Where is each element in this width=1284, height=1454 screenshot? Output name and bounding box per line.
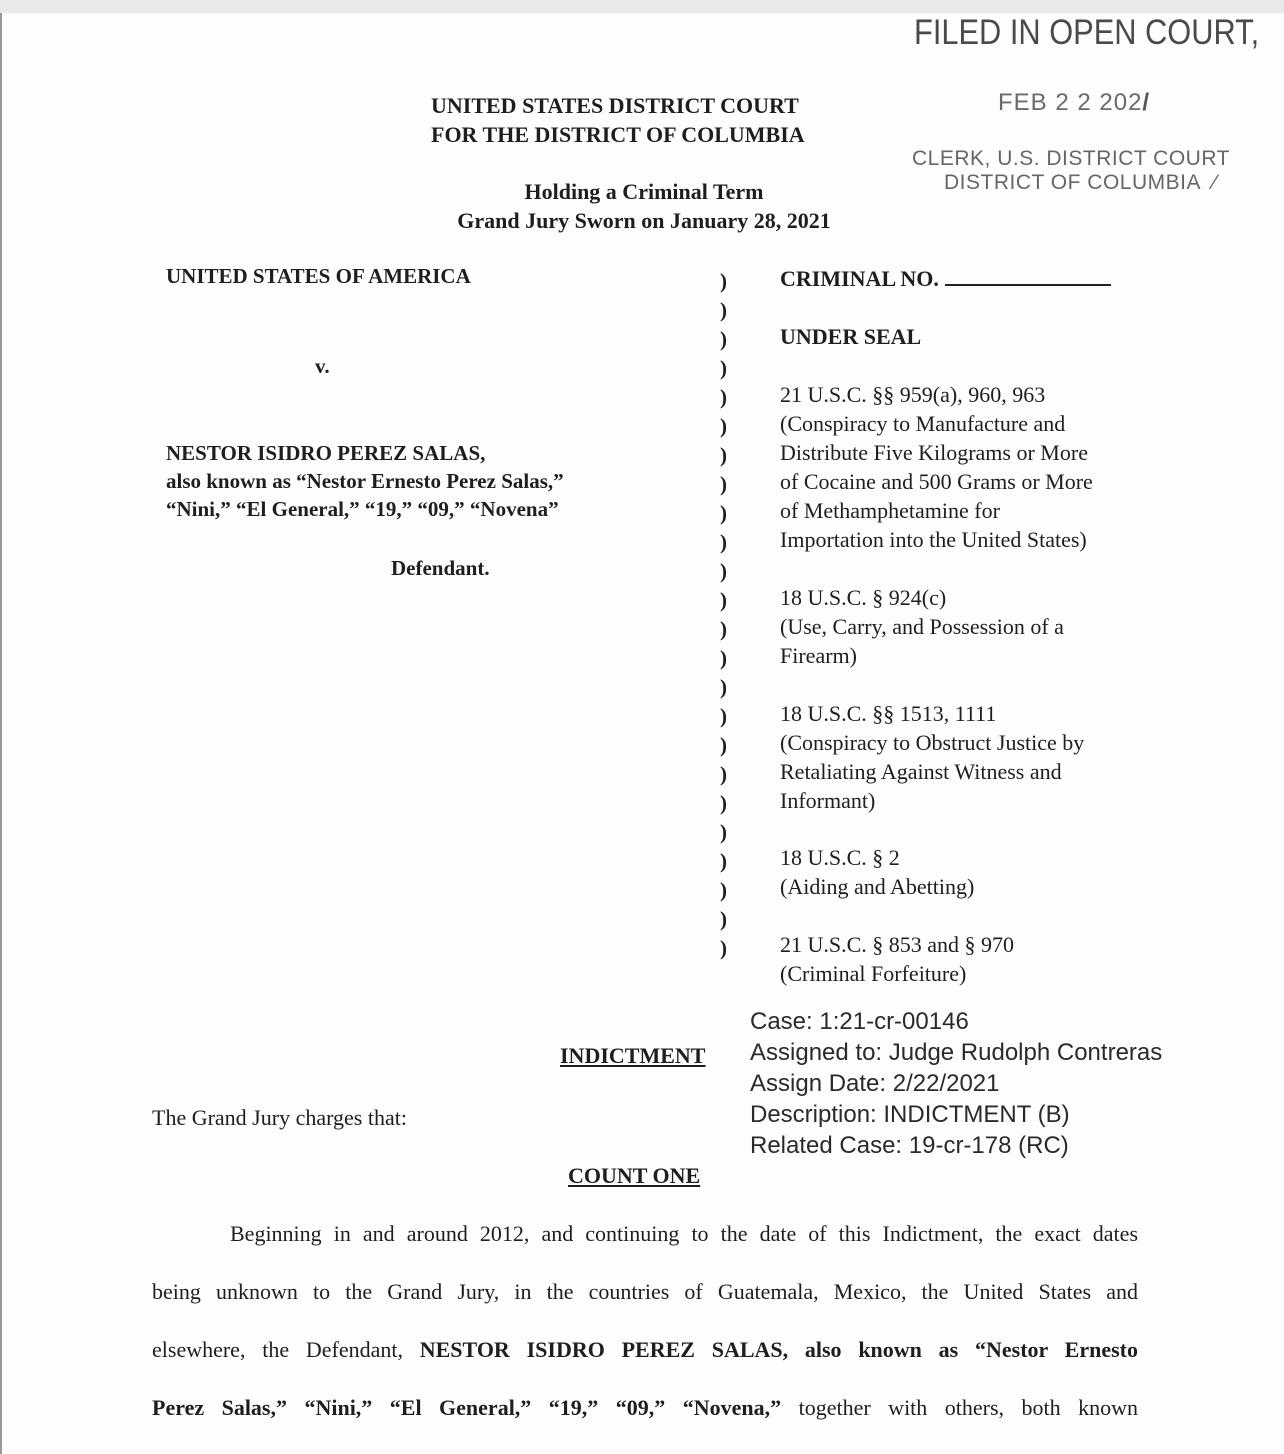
court-line-2: FOR THE DISTRICT OF COLUMBIA xyxy=(431,122,805,147)
statute-1-desc-5: Importation into the United States) xyxy=(780,527,1087,552)
grand-jury-charges: The Grand Jury charges that: xyxy=(152,1105,407,1130)
defendant-label: Defendant. xyxy=(391,556,490,580)
statute-3-desc-1: (Conspiracy to Obstruct Justice by xyxy=(780,730,1085,755)
clerk-line-1: CLERK, U.S. DISTRICT COURT xyxy=(912,147,1230,170)
related-case: Related Case: 19-cr-178 (RC) xyxy=(750,1132,1069,1159)
case-description: Description: INDICTMENT (B) xyxy=(750,1101,1070,1128)
court-line-1: UNITED STATES DISTRICT COURT xyxy=(431,93,799,118)
body-line-3-plain: elsewhere, the Defendant, xyxy=(152,1337,403,1362)
case-number: Case: 1:21-cr-00146 xyxy=(750,1008,969,1035)
caption-divider: ) ) ) ) ) ) ) ) ) ) ) ) ) ) ) ) ) ) ) ) ) ) ) ) xyxy=(720,269,727,960)
statute-2 xyxy=(780,583,1064,670)
statute-3-cite: 18 U.S.C. §§ 1513, 1111 xyxy=(780,701,997,726)
document-page xyxy=(0,13,1284,1454)
assigned-judge: Assigned to: Judge Rudolph Contreras xyxy=(750,1039,1163,1066)
statute-4-cite: 18 U.S.C. § 2 xyxy=(780,845,900,870)
criminal-no xyxy=(780,264,1111,293)
body-line-4-plain: together with others, both known xyxy=(798,1395,1138,1420)
versus: v. xyxy=(315,354,330,378)
defendant-block xyxy=(166,439,564,523)
body-line-4 xyxy=(152,1395,1138,1421)
body-line-3-bold: NESTOR ISIDRO PEREZ SALAS, also known as “Nestor Ernesto xyxy=(419,1337,1139,1362)
indictment-title: INDICTMENT xyxy=(560,1043,706,1068)
term-line-1: Holding a Criminal Term xyxy=(524,179,764,204)
statute-3 xyxy=(780,699,1084,815)
statute-2-desc-2: Firearm) xyxy=(780,643,857,668)
count-one-heading: COUNT ONE xyxy=(568,1163,701,1188)
term-line-2: Grand Jury Sworn on January 28, 2021 xyxy=(457,208,831,233)
statute-1-desc-3: of Cocaine and 500 Grams or More xyxy=(780,469,1093,494)
clerk-line-2-text: DISTRICT OF COLUMBIA xyxy=(944,171,1201,194)
statute-2-desc-1: (Use, Carry, and Possession of a xyxy=(780,614,1064,639)
stamp-date: FEB 2 2 202/ xyxy=(998,89,1151,116)
statute-3-desc-2: Retaliating Against Witness and xyxy=(780,759,1062,784)
statute-4-desc-1: (Aiding and Abetting) xyxy=(780,874,975,899)
aka-line-1: also known as “Nestor Ernesto Perez Salas,” xyxy=(166,469,564,493)
under-seal: UNDER SEAL xyxy=(780,324,922,349)
stamp-date-text: FEB 2 2 202 xyxy=(998,89,1143,116)
criminal-no-blank xyxy=(945,266,1111,286)
case-assignment-stamp xyxy=(750,1006,1162,1161)
statute-1-desc-4: of Methamphetamine for xyxy=(780,498,1000,523)
body-line-2: being unknown to the Grand Jury, in the countries of Guatemala, Mexico, the United States and xyxy=(152,1279,1138,1304)
statute-2-cite: 18 U.S.C. § 924(c) xyxy=(780,585,947,610)
statute-5-desc-1: (Criminal Forfeiture) xyxy=(780,961,967,986)
body-line-3 xyxy=(152,1337,1138,1363)
body-line-1: Beginning in and around 2012, and continuing to the date of this Indictment, the exact dates xyxy=(230,1221,1138,1246)
clerk-line-2: DISTRICT OF COLUMBIA ⁄ xyxy=(944,171,1217,194)
filed-stamp: FILED IN OPEN COURT, xyxy=(914,13,1260,52)
term-header xyxy=(431,177,857,235)
defendant-name: NESTOR ISIDRO PEREZ SALAS, xyxy=(166,441,486,465)
criminal-no-label: CRIMINAL NO. xyxy=(780,266,939,291)
statute-1-desc-2: Distribute Five Kilograms or More xyxy=(780,440,1088,465)
assign-date: Assign Date: 2/22/2021 xyxy=(750,1070,1000,1097)
aka-line-2: “Nini,” “El General,” “19,” “09,” “Novena” xyxy=(166,497,559,521)
statute-1-cite: 21 U.S.C. §§ 959(a), 960, 963 xyxy=(780,382,1046,407)
body-line-4-bold: Perez Salas,” “Nini,” “El General,” “19,” “09,” “Novena,” xyxy=(152,1395,782,1420)
plaintiff: UNITED STATES OF AMERICA xyxy=(166,264,471,288)
statute-1-desc-1: (Conspiracy to Manufacture and xyxy=(780,411,1066,436)
clerk-stamp xyxy=(912,147,1230,195)
statute-4 xyxy=(780,843,974,901)
statute-5 xyxy=(780,930,1014,988)
statute-1 xyxy=(780,380,1093,554)
court-header xyxy=(431,91,805,149)
statute-3-desc-3: Informant) xyxy=(780,788,876,813)
statute-5-cite: 21 U.S.C. § 853 and § 970 xyxy=(780,932,1015,957)
